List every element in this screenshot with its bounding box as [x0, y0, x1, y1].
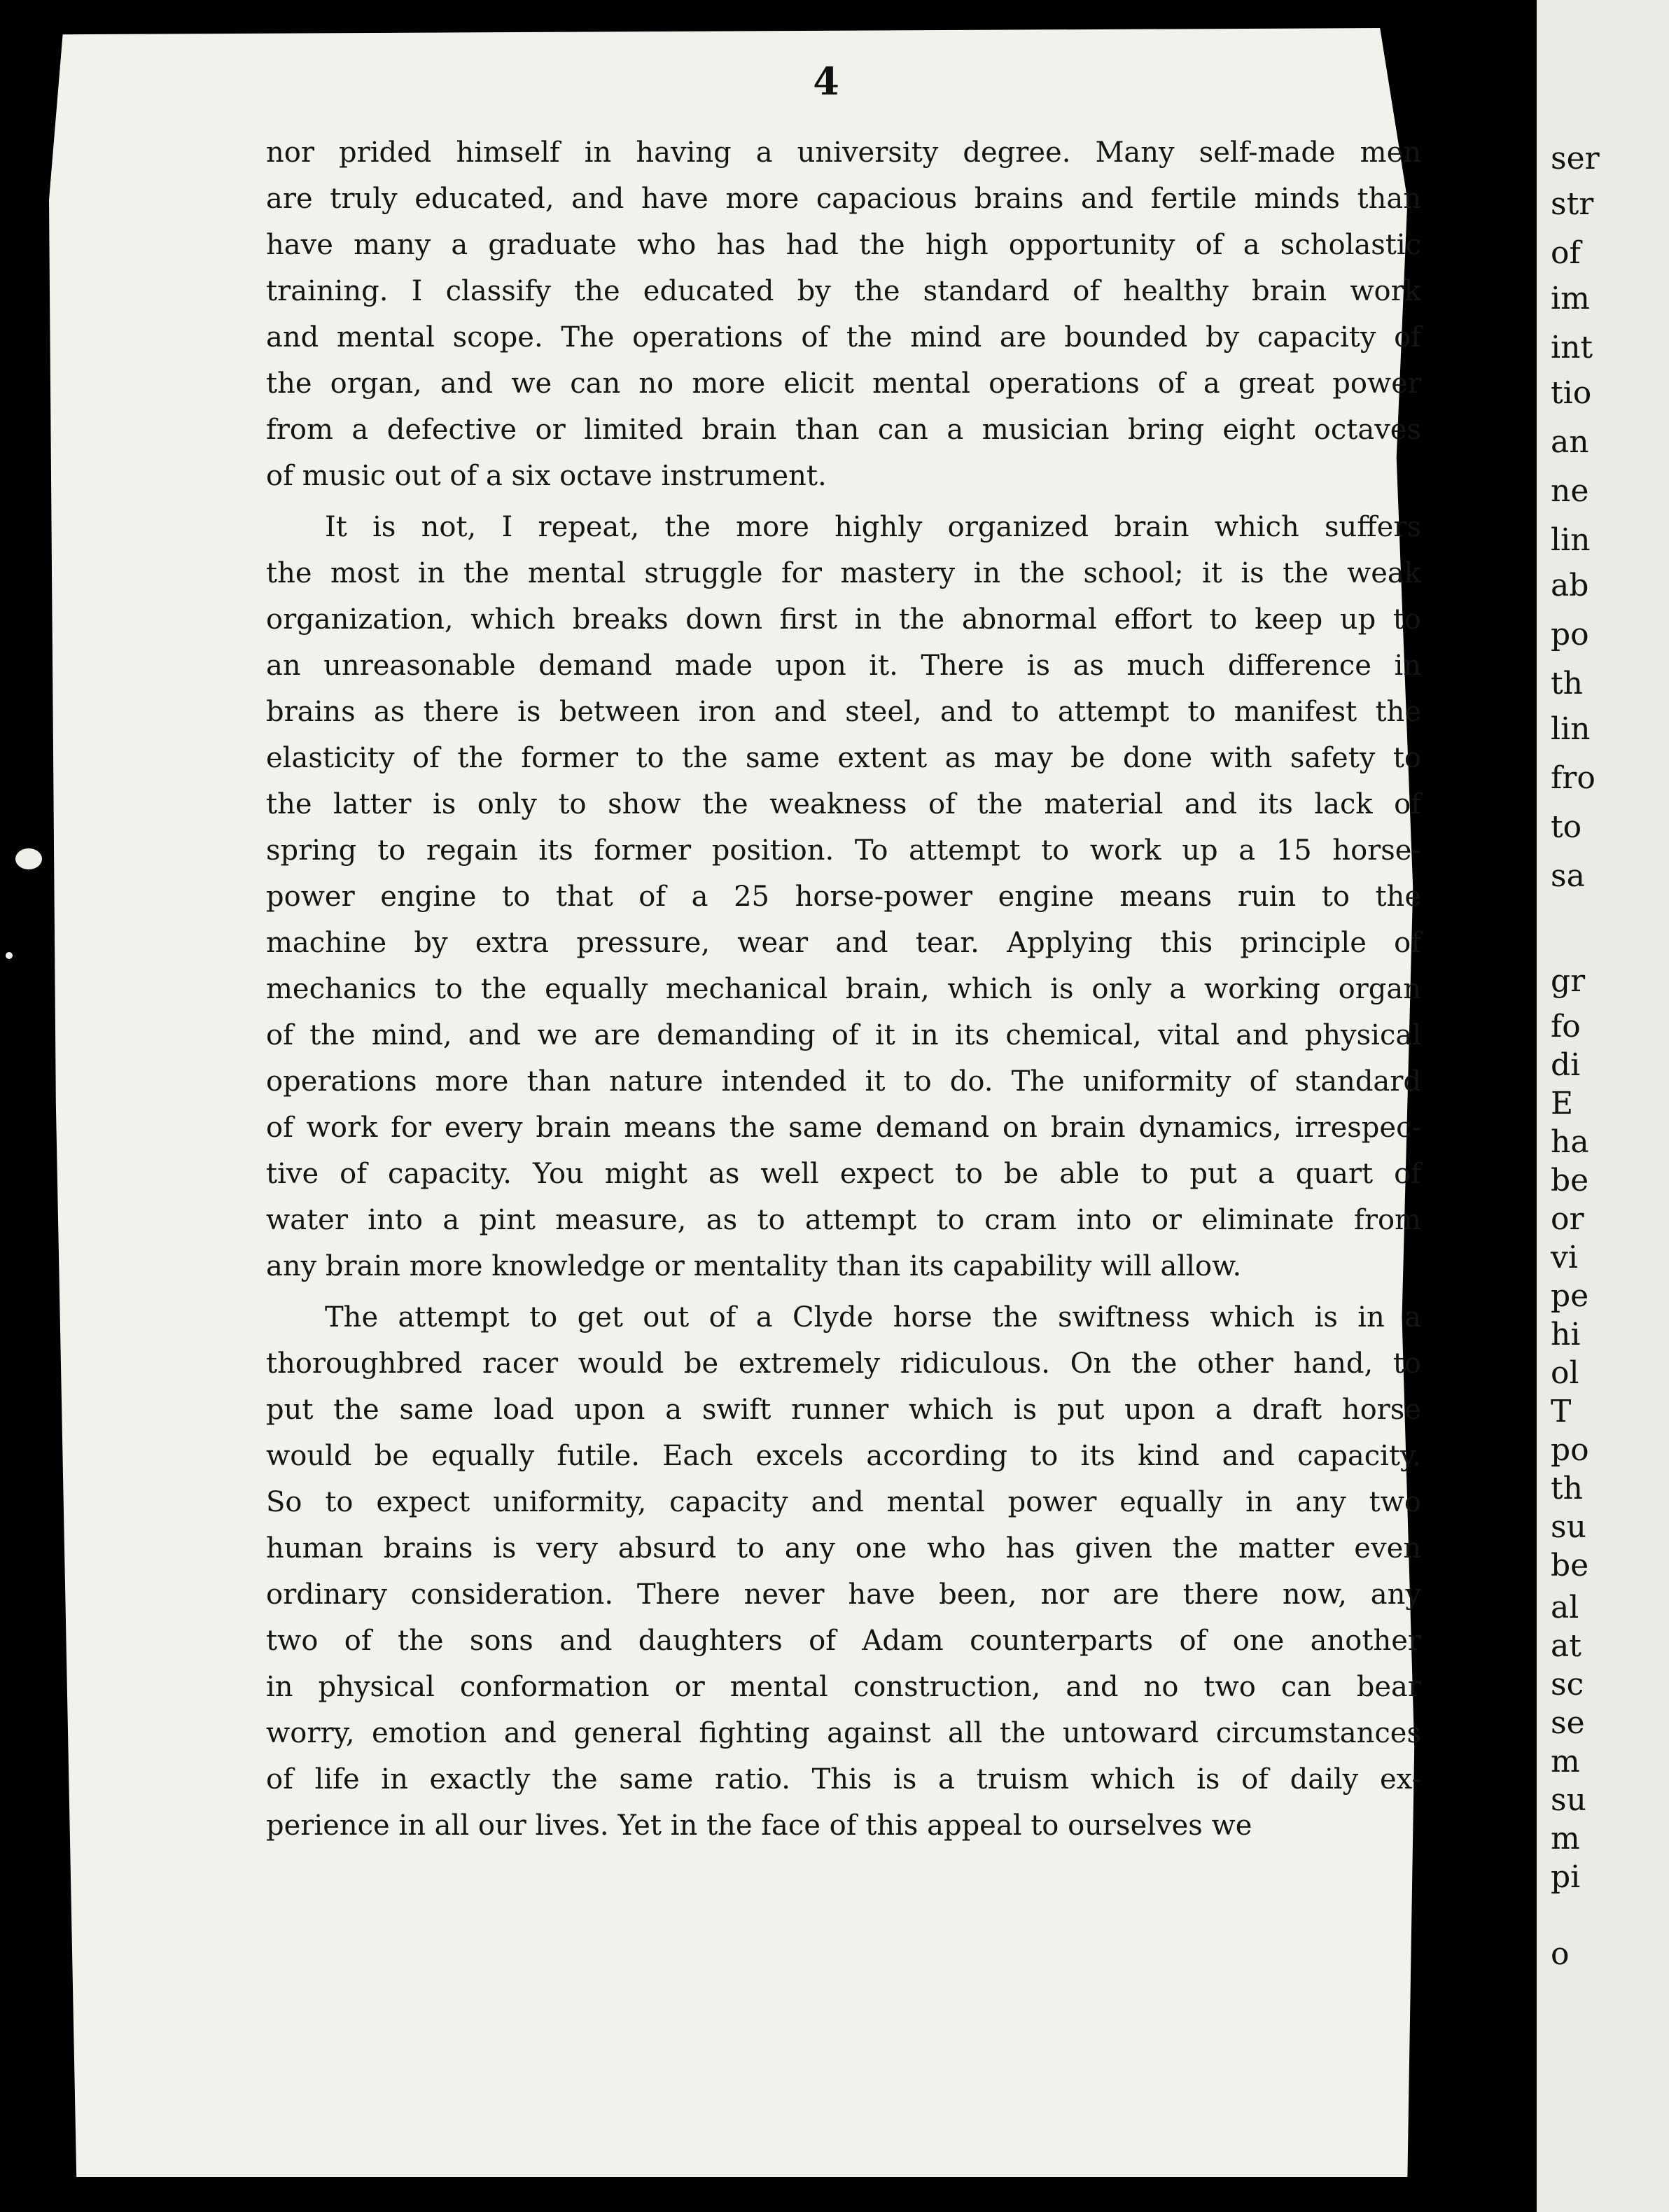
- adjacent-page-fragment: int: [1551, 330, 1593, 365]
- paragraph-2: [266, 504, 1421, 1289]
- adjacent-page-fragment: su: [1551, 1509, 1586, 1545]
- adjacent-page-fragment: pi: [1551, 1859, 1581, 1895]
- text-line: water into a pint measure, as to attempt to cram into or eliminate from: [266, 1204, 1421, 1236]
- adjacent-page-fragment: pe: [1551, 1278, 1589, 1314]
- paragraph-3: [266, 1294, 1421, 1849]
- text-line: in physical conformation or mental construction, and no two can bear: [266, 1671, 1421, 1703]
- text-line: of music out of a six octave instrument.: [266, 460, 827, 492]
- adjacent-page-fragment: to: [1551, 809, 1582, 845]
- text-line: the latter is only to show the weakness of the material and its lack of: [266, 788, 1421, 820]
- text-line: brains as there is between iron and steel, and to attempt to manifest the: [266, 696, 1421, 728]
- adjacent-page-fragment: hi: [1551, 1317, 1581, 1352]
- adjacent-page-fragment: of: [1551, 235, 1581, 271]
- adjacent-page-fragment: an: [1551, 424, 1589, 460]
- text-line: from a defective or limited brain than can a musician bring eight octaves: [266, 414, 1421, 446]
- adjacent-page-fragment: ol: [1551, 1355, 1579, 1391]
- adjacent-page-fragment: or: [1551, 1201, 1584, 1237]
- text-line: elasticity of the former to the same extent as may be done with safety to: [266, 742, 1421, 774]
- text-line: of life in exactly the same ratio. This is a truism which is of daily ex-: [266, 1763, 1421, 1795]
- text-line: The attempt to get out of a Clyde horse the swiftness which is in a: [325, 1301, 1421, 1334]
- text-line: It is not, I repeat, the more highly organized brain which suffers: [325, 511, 1421, 543]
- adjacent-page-fragment: sa: [1551, 858, 1585, 894]
- adjacent-page-fragment: gr: [1551, 963, 1586, 999]
- adjacent-page-fragment: T: [1551, 1394, 1572, 1429]
- text-line: would be equally futile. Each excels according to its kind and capacity.: [266, 1440, 1421, 1472]
- paragraph-1: [266, 130, 1421, 499]
- text-line: nor prided himself in having a university degree. Many self-made men: [266, 136, 1421, 169]
- text-line: tive of capacity. You might as well expect to be able to put a quart of: [266, 1158, 1421, 1190]
- text-line: the organ, and we can no more elicit mental operations of a great power: [266, 368, 1421, 400]
- adjacent-page-fragment: lin: [1551, 711, 1591, 747]
- adjacent-page-fragment: E: [1551, 1086, 1574, 1121]
- adjacent-page-fragment: th: [1551, 1471, 1584, 1506]
- adjacent-page-edge: [1537, 0, 1669, 2212]
- adjacent-page-fragment: fo: [1551, 1009, 1581, 1044]
- adjacent-page-fragment: tio: [1551, 375, 1592, 411]
- adjacent-page-fragment: di: [1551, 1047, 1581, 1083]
- adjacent-page-fragment: lin: [1551, 522, 1591, 558]
- adjacent-page-fragment: ser: [1551, 141, 1600, 176]
- adjacent-page-fragment: m: [1551, 1821, 1580, 1856]
- adjacent-page-fragment: o: [1551, 1936, 1570, 1972]
- text-line: ordinary consideration. There never have been, nor are there now, any: [266, 1578, 1421, 1611]
- adjacent-page-fragment: po: [1551, 1432, 1589, 1468]
- text-line: training. I classify the educated by the standard of healthy brain work: [266, 275, 1421, 307]
- text-line: of work for every brain means the same demand on brain dynamics, irrespec-: [266, 1112, 1421, 1144]
- text-line: machine by extra pressure, wear and tear. Applying this principle of: [266, 927, 1421, 959]
- adjacent-page-fragment: se: [1551, 1705, 1585, 1741]
- adjacent-page-fragment: ab: [1551, 568, 1589, 603]
- adjacent-page-fragment: su: [1551, 1782, 1586, 1818]
- adjacent-page-fragment: sc: [1551, 1667, 1584, 1702]
- adjacent-page-fragment: th: [1551, 666, 1584, 701]
- text-line: have many a graduate who has had the high opportunity of a scholastic: [266, 229, 1421, 261]
- text-line: worry, emotion and general fighting against all the untoward circumstances: [266, 1717, 1421, 1749]
- adjacent-page-fragment: be: [1551, 1163, 1589, 1198]
- text-line: mechanics to the equally mechanical brain, which is only a working organ: [266, 973, 1421, 1005]
- text-line: So to expect uniformity, capacity and mental power equally in any two: [266, 1486, 1421, 1518]
- adjacent-page-fragment: str: [1551, 186, 1594, 222]
- adjacent-page-fragment: ne: [1551, 473, 1589, 509]
- page-speck: [15, 848, 42, 869]
- text-line: organization, which breaks down first in the abnormal effort to keep up to: [266, 603, 1421, 636]
- adjacent-page-fragment: vi: [1551, 1240, 1578, 1275]
- adjacent-page-fragment: fro: [1551, 760, 1595, 796]
- text-line: two of the sons and daughters of Adam counterparts of one another: [266, 1625, 1421, 1657]
- page-number: 4: [813, 59, 839, 104]
- adjacent-page-fragment: im: [1551, 281, 1590, 316]
- text-line: any brain more knowledge or mentality than its capability will allow.: [266, 1250, 1242, 1282]
- page-speck: [6, 952, 13, 959]
- adjacent-page-fragment: be: [1551, 1548, 1589, 1583]
- text-line: an unreasonable demand made upon it. There is as much difference in: [266, 650, 1421, 682]
- text-line: are truly educated, and have more capacious brains and fertile minds than: [266, 183, 1421, 215]
- text-line: put the same load upon a swift runner which is put upon a draft horse: [266, 1394, 1421, 1426]
- text-line: thoroughbred racer would be extremely ridiculous. On the other hand, to: [266, 1348, 1421, 1380]
- text-line: and mental scope. The operations of the mind are bounded by capacity of: [266, 321, 1421, 354]
- adjacent-page-fragment: po: [1551, 617, 1589, 652]
- adjacent-page-fragment: ha: [1551, 1124, 1589, 1160]
- body-text: [266, 130, 1421, 1854]
- text-line: perience in all our lives. Yet in the face of this appeal to ourselves we: [266, 1809, 1252, 1842]
- text-line: operations more than nature intended it to do. The uniformity of standard: [266, 1065, 1421, 1098]
- adjacent-page-fragment: at: [1551, 1628, 1581, 1664]
- adjacent-page-fragment: m: [1551, 1744, 1580, 1779]
- text-line: of the mind, and we are demanding of it in its chemical, vital and physical: [266, 1019, 1421, 1051]
- text-line: the most in the mental struggle for mastery in the school; it is the weak: [266, 557, 1421, 589]
- text-line: power engine to that of a 25 horse-power engine means ruin to the: [266, 881, 1421, 913]
- text-line: human brains is very absurd to any one who has given the matter even: [266, 1532, 1421, 1564]
- adjacent-page-fragment: al: [1551, 1590, 1579, 1625]
- text-line: spring to regain its former position. To attempt to work up a 15 horse-: [266, 834, 1421, 867]
